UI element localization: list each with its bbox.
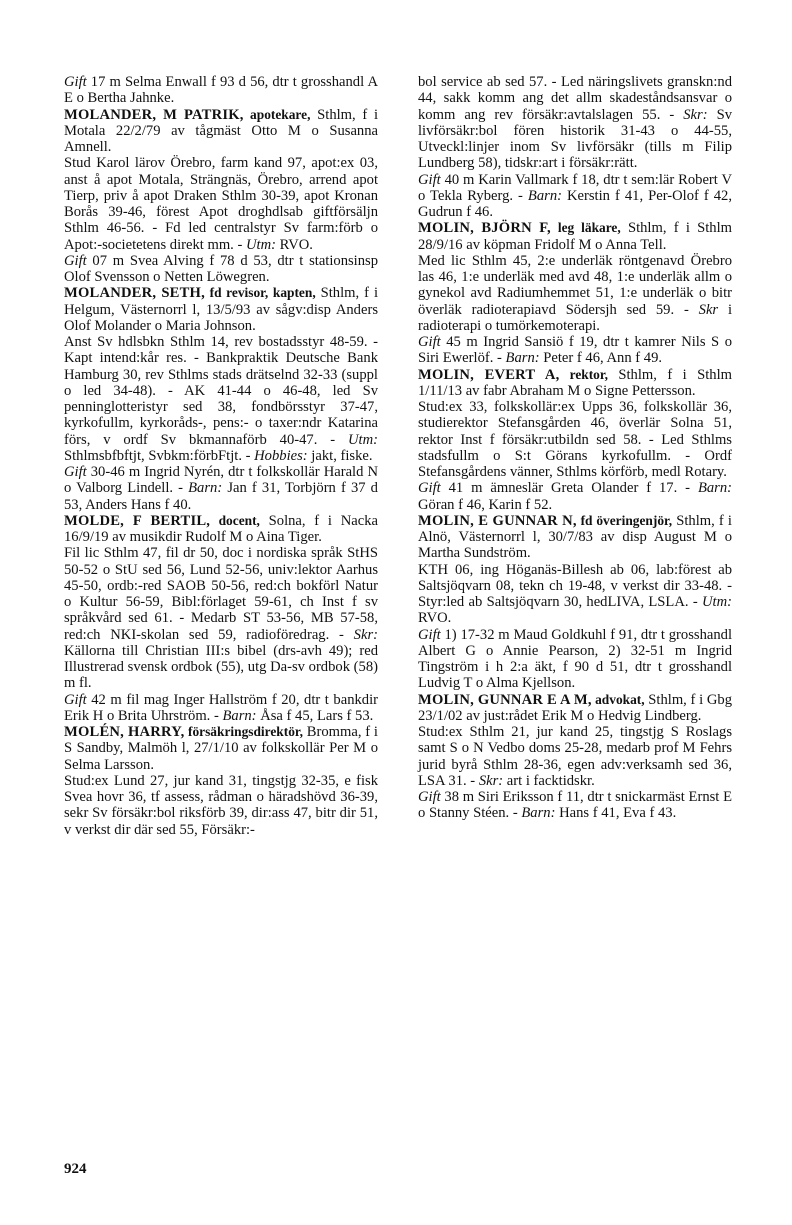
entry-family: Gift 41 m ämneslär Greta Olander f 17. - Barn: Göran f 46, Karin f 52. — [418, 480, 732, 513]
entry-career: Stud Karol lärov Örebro, farm kand 97, apot:ex 03, anst å apot Motala, Strängnäs, Örebro, arrend apot Tierp, priv å apot Draken Sthlm 30-39, apot Kronan Borås 39-46, förest Apot droghdlsab giftförsäljn Sthlm 46-56. - Fd led centralstyr Sv farm:förb o Apot:-societetens direkt mm. - Utm: RVO. — [64, 155, 378, 253]
entry-heading: MOLANDER, SETH, fd revisor, kapten, — [64, 285, 316, 302]
entry-molin-e-gunnar: MOLIN, E GUNNAR N, fd överingenjör, Sthlm, f i Alnö, Västernorrl l, 30/7/83 av disp August M o Martha Sundström. — [418, 512, 732, 562]
entry-family: Gift 42 m fil mag Inger Hallström f 20, dtr t bankdir Erik H o Brita Uhrström. - Barn: Åsa f 45, Lars f 53. — [64, 691, 378, 724]
entry-family: Gift 40 m Karin Vallmark f 18, dtr t sem:lär Robert V o Tekla Ryberg. - Barn: Kerstin f 41, Per-Olof f 42, Gudrun f 46. — [418, 171, 733, 220]
entry-family: Gift 1) 17-32 m Maud Goldkuhl f 91, dtr t grosshandl Albert G o Annie Pearson, 2) 32-51 m Ingrid Tingström i h 2:a äkt, f 90 d 51, dtr t grosshandl Ludvig T o Alma Kjellson. — [418, 626, 732, 692]
entry-career: Stud:ex 33, folkskollär:ex Upps 36, folkskollär 36, studierektor Stefansgården 46, överlär Solna 51, rektor Inst f försäkr:utbildn sed 58. - Led Sthlms stadsfullm o S:t Görans kyrkofullm. - Ordf Stefansgårdens vänner, Sthlms körförb, medl Rotary. — [418, 399, 732, 480]
left-column — [64, 74, 378, 838]
continued-entry: bol service ab sed 57. - Led näringslivets granskn:nd 44, sakk komm ang det allm skadeståndsansvar o komm ang rev försäkr:avtalslagen 55. - Skr: Sv livförsäkr:bol fören historik 31-43 o 44-55, Utveckl:linjer inom Sv livförsäkr (tills m Filip Lundberg 58), tidskr:art i försäkr:rätt. — [418, 74, 732, 172]
entry-heading: MOLIN, GUNNAR E A M, advokat, — [418, 691, 645, 708]
entry-family: Gift 45 m Ingrid Sansiö f 19, dtr t kamrer Nils S o Siri Ewerlöf. - Barn: Peter f 46, Ann f 49. — [418, 334, 732, 367]
entry-heading: MOLÉN, HARRY, försäkringsdirektör, — [64, 724, 303, 740]
entry-family: Gift 38 m Siri Eriksson f 11, dtr t snickarmäst Ernst E o Stanny Stéen. - Barn: Hans f 41, Eva f 43. — [418, 789, 732, 822]
entry-molin-evert: MOLIN, EVERT A, rektor, Sthlm, f i Sthlm 1/11/13 av fabr Abraham M o Signe Pettersson. — [418, 366, 732, 399]
page-number: 924 — [64, 1161, 87, 1177]
entry-molander-patrik: MOLANDER, M PATRIK, apotekare, Sthlm, f i Motala 22/2/79 av tågmäst Otto M o Susanna Amnell. — [64, 106, 378, 155]
entry-heading: MOLIN, E GUNNAR N, fd överingenjör, — [418, 512, 673, 529]
entry-heading: MOLIN, EVERT A, rektor, — [418, 366, 608, 383]
entry-family: Gift 30-46 m Ingrid Nyrén, dtr t folkskollär Harald N o Valborg Lindell. - Barn: Jan f 31, Torbjörn f 37 d 53, Anders Hans f 40. — [64, 464, 378, 513]
entry-career: Anst Sv hdlsbkn Sthlm 14, rev bostadsstyr 48-59. - Kapt intend:kår res. - Bankpraktik Deutsche Bank Hamburg 30, rev Sthlms stads drätselnd 32-33 (suppl o led 34-48). - AK 41-44 o 46-48, led Sv penninglotteristyr sed 38, fondbörsstyr 37-47, kyrkofullm, kyrkoråds-, pens:- o taxer:ndr Katarina förs, v ordf Sv bkmannaförb 40-47. - Utm: Sthlmsbfbftjt, Svbkm:förbFtjt. - Hobbies: jakt, fiske. — [64, 334, 378, 464]
continued-entry: Gift 17 m Selma Enwall f 93 d 56, dtr t grosshandl A E o Bertha Jahnke. — [64, 74, 378, 107]
entry-career: Med lic Sthlm 45, 2:e underläk röntgenavd Örebro las 46, 1:e underläk med avd 48, 1:e underläk allm o gynekol avd Radiumhemmet 51, 1:e underläk o bitr överläk radioterapiavd Södersjh sed 59. - Skr i radioterapi o tumörkemoterapi. — [418, 252, 733, 334]
entry-heading: MOLANDER, M PATRIK, apotekare, — [64, 106, 311, 123]
entry-molin-gunnar-advokat: MOLIN, GUNNAR E A M, advokat, Sthlm, f i Gbg 23/1/02 av just:rådet Erik M o Hedvig Lindberg. — [418, 691, 732, 724]
right-column — [418, 74, 732, 822]
entry-career: Fil lic Sthlm 47, fil dr 50, doc i nordiska språk StHS 50-52 o StU sed 56, Lund 52-56, univ:lektor Aarhus 45-50, ordb:-red SAOB 50-56, red:ch bokförl Natur o Kultur 56-59, Bibl:förlaget 59-61, ch Inst f sv språkvård sed 61. - Medarb ST 53-56, MB 57-58, red:ch NKI-skolan sed 59, radioföredrag. - Skr: Källorna till Christian III:s bibel (drs-avh 49); red Illustrerad svensk ordbok (55), utg Da-sv ordbok (58) m fl. — [64, 545, 378, 692]
entry-molde-bertil: MOLDE, F BERTIL, docent, Solna, f i Nacka 16/9/19 av musikdir Rudolf M o Aina Tiger. — [64, 512, 378, 545]
entry-heading: MOLIN, BJÖRN F, leg läkare, — [418, 220, 621, 237]
entry-career: Stud:ex Sthlm 21, jur kand 25, tingstjg S Roslags samt S o N Vedbo doms 25-28, medarb prof M Fehrs jurid byrå Sthlm 28-36, egen adv:verksamh sed 36, LSA 31. - Skr: art i facktidskr. — [418, 724, 732, 789]
entry-molen-harry: MOLÉN, HARRY, försäkringsdirektör, Bromma, f i S Sandby, Malmöh l, 27/1/10 av folkskollär Per M o Selma Larsson. — [64, 724, 378, 773]
entry-career: Stud:ex Lund 27, jur kand 31, tingstjg 32-35, e fisk Svea hovr 36, tf assess, rådman o häradshövd 36-39, sekr Sv försäkr:bol riksförb 39, dir:ass 47, bitr dir 51, v verkst dir där sed 55, Försäkr:- — [64, 772, 378, 838]
entry-molin-bjorn: MOLIN, BJÖRN F, leg läkare, Sthlm, f i Sthlm 28/9/16 av köpman Fridolf M o Anna Tell. — [418, 220, 732, 253]
entry-family: Gift 07 m Svea Alving f 78 d 53, dtr t stationsinsp Olof Svensson o Netten Löwegren. — [64, 252, 378, 285]
entry-career: KTH 06, ing Höganäs-Billesh ab 06, lab:förest ab Saltsjöqvarn 08, tekn ch 19-48, v verkst dir 33-48. - Styr:led ab Saltsjöqvarn 30, hedLIVA, LSLA. - Utm: RVO. — [418, 561, 732, 627]
entry-heading: MOLDE, F BERTIL, docent, — [64, 512, 260, 529]
entry-molander-seth: MOLANDER, SETH, fd revisor, kapten, Sthlm, f i Helgum, Västernorrl l, 13/5/93 av sågv:disp Anders Olof Molander o Maria Johnson. — [64, 285, 378, 334]
